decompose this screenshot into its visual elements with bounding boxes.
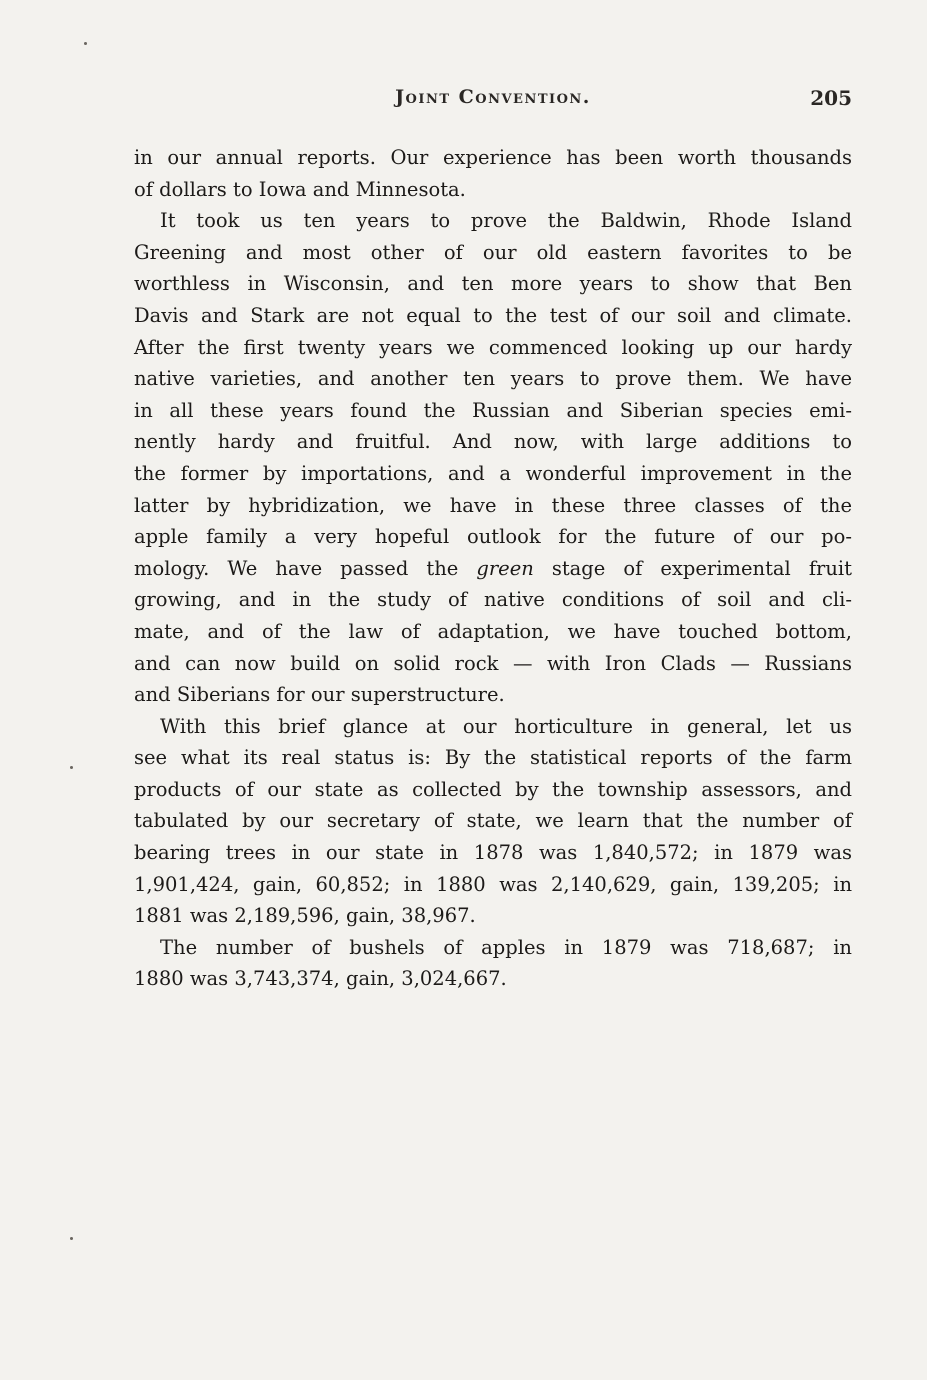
running-title: Joint Convention. <box>395 86 591 108</box>
paper-speck <box>70 1237 73 1240</box>
text-line: 1881 was 2,189,596, gain, 38,967. <box>134 904 476 928</box>
text-line: latter by hybridization, we have in these three classes of the <box>134 493 852 517</box>
paragraph <box>134 205 852 711</box>
text-line: The number of bushels of apples in 1879 was 718,687; in <box>160 935 852 959</box>
text-line: mology. We have passed the green stage of experimental fruit <box>134 556 852 580</box>
text-line: and can now build on solid rock — with Iron Clads — Russians <box>134 651 852 675</box>
text-line: in our annual reports. Our experience has been worth thousands <box>134 146 852 169</box>
text-line: After the first twenty years we commenced looking up our hardy <box>134 335 852 359</box>
paper-speck <box>70 766 73 769</box>
text-line: mate, and of the law of adaptation, we have touched bottom, <box>134 619 852 643</box>
text-line: products of our state as collected by the township assessors, and <box>134 777 852 801</box>
text-line: 1880 was 3,743,374, gain, 3,024,667. <box>134 967 507 991</box>
text-line: see what its real status is: By the statistical reports of the farm <box>134 746 852 770</box>
emphasized-word: green <box>476 556 534 580</box>
running-head <box>134 86 852 116</box>
text-line: of dollars to Iowa and Minnesota. <box>134 177 466 201</box>
body-text <box>134 142 852 995</box>
text-line: the former by importations, and a wonderful improvement in the <box>134 461 852 485</box>
text-line: apple family a very hopeful outlook for the future of our po- <box>134 525 852 549</box>
text-line: bearing trees in our state in 1878 was 1,840,572; in 1879 was <box>134 841 852 865</box>
paragraph <box>134 711 852 932</box>
text-line: tabulated by our secretary of state, we learn that the number of <box>134 809 852 833</box>
text-line: and Siberians for our superstructure. <box>134 683 505 707</box>
text-line: worthless in Wisconsin, and ten more years to show that Ben <box>134 272 852 296</box>
text-line: in all these years found the Russian and Siberian species emi- <box>134 398 852 422</box>
text-line: growing, and in the study of native conditions of soil and cli- <box>134 588 852 612</box>
text-line: 1,901,424, gain, 60,852; in 1880 was 2,140,629, gain, 139,205; in <box>134 872 852 896</box>
text-line: nently hardy and fruitful. And now, with large additions to <box>134 430 852 454</box>
text-line: native varieties, and another ten years to prove them. We have <box>134 367 852 391</box>
paragraph <box>134 932 852 995</box>
page-number: 205 <box>810 86 852 110</box>
text-line: Greening and most other of our old eastern favorites to be <box>134 240 852 264</box>
text-line: It took us ten years to prove the Baldwin, Rhode Island <box>160 209 852 233</box>
paragraph <box>134 142 852 205</box>
text-line: With this brief glance at our horticulture in general, let us <box>160 714 852 738</box>
paper-speck <box>84 42 87 45</box>
text-line: Davis and Stark are not equal to the test of our soil and climate. <box>134 303 852 327</box>
